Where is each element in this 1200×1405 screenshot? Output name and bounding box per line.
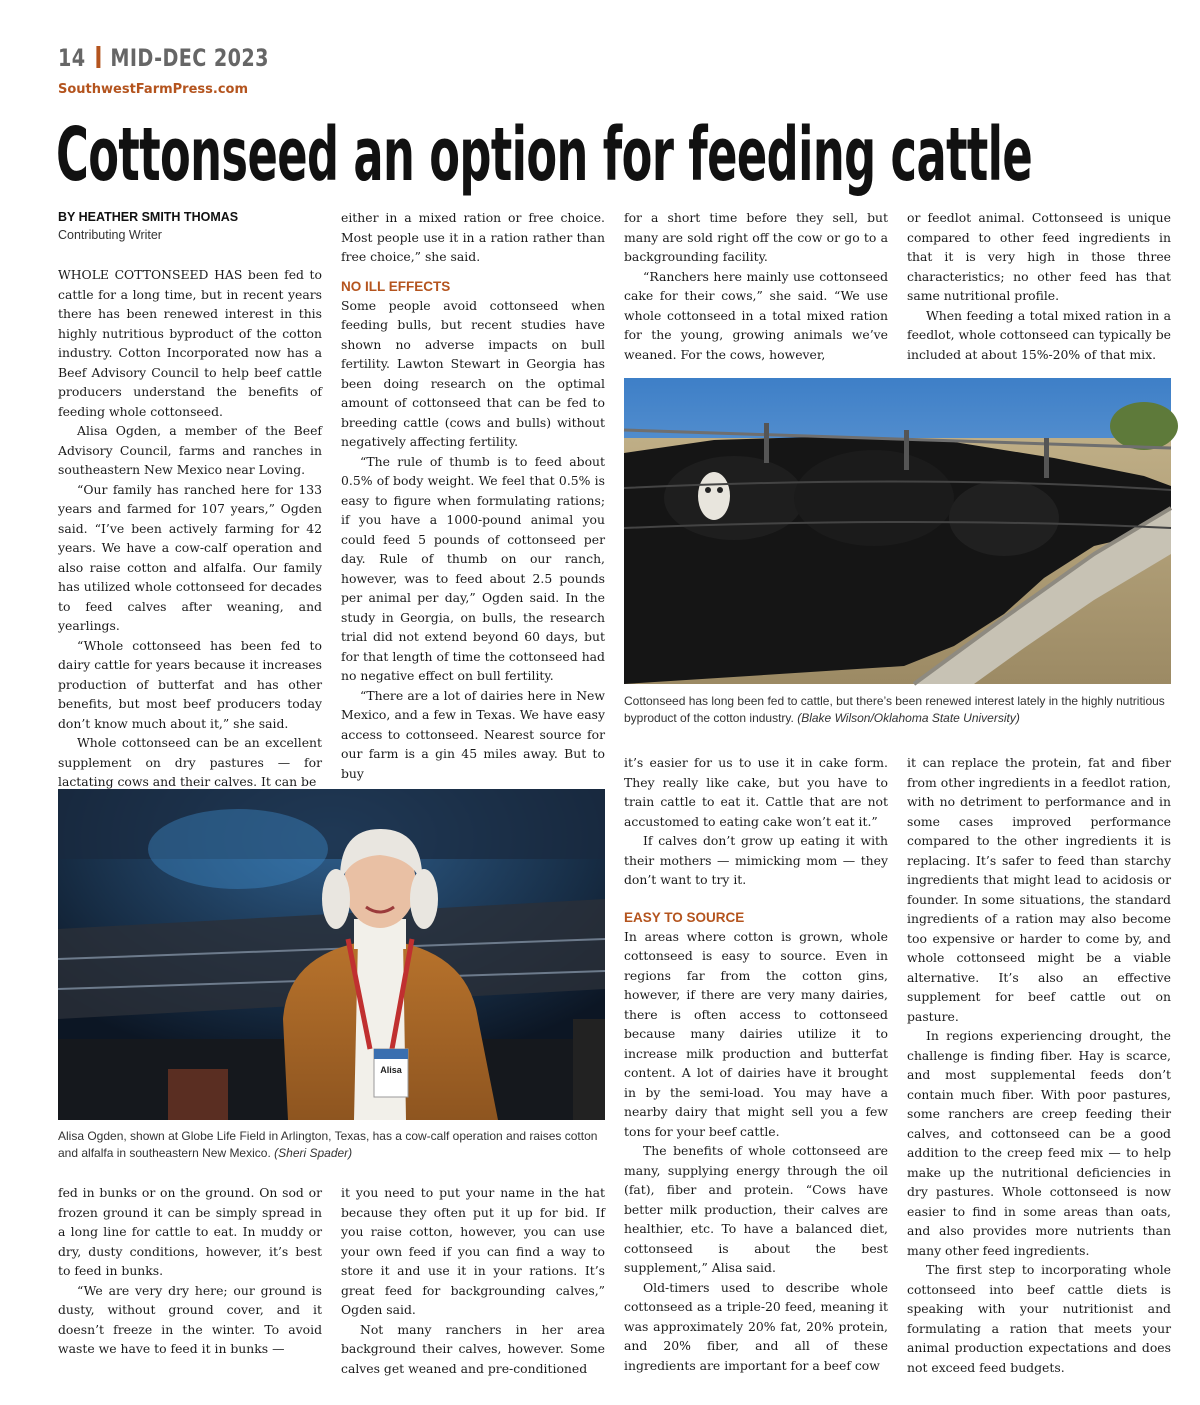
paragraph: Alisa Ogden, a member of the Beef Advisory Council, farms and ranches in southeastern New Mexico near Loving. bbox=[58, 423, 322, 477]
column-1-top bbox=[58, 208, 322, 789]
paragraph: When feeding a total mixed ration in a feedlot, whole cottonseed can typically be included at about 15%-20% of that mix. bbox=[907, 307, 1172, 362]
page-number: 14 bbox=[58, 44, 86, 72]
folio-divider bbox=[97, 46, 101, 68]
paragraph: In regions experiencing drought, the challenge is finding fiber. Hay is scarce, and most supplemental feeds don’t contain much fiber. With poor pastures, some ranchers are creep feeding their calves, and cottonseed can be a good addition to the creep feed mix — to help make up the nutritional deficiencies in dry pastures. Whole cottonseed is now easier to find in some areas than oats, and also provides more nutrients than many other feed ingredients. bbox=[907, 1028, 1171, 1258]
paragraph: WHOLE COTTONSEED HAS been fed to cattle for a long time, but in recent years there has been renewed interest in this highly nutritious byproduct of the cotton industry. Cotton Incorporated now has a Beef Advisory Council to help beef cattle producers understand the benefits of feeding whole cottonseed. bbox=[58, 267, 322, 419]
byline: BY HEATHER SMITH THOMAS bbox=[58, 210, 239, 224]
caption-text: Alisa Ogden, shown at Globe Life Field in Arlington, Texas, has a cow-calf operation and raises cotton and alfalfa in southeastern New Mexico. bbox=[58, 1129, 598, 1160]
column-2-top bbox=[341, 208, 605, 781]
badge-name: Alisa bbox=[380, 1065, 402, 1075]
photo-credit: (Sheri Spader) bbox=[274, 1146, 353, 1160]
column-4-bottom bbox=[907, 753, 1171, 1375]
paragraph: “Ranchers here mainly use cottonseed cake for their cows,” she said. “We use whole cottonseed in a total mixed ration for the young, growing animals we’ve weaned. For the cows, however, bbox=[624, 268, 888, 362]
paragraph: “Our family has ranched here for 133 years and farmed for 107 years,” Ogden said. “I’ve been actively farming for 42 years. We have a cow-calf operation and also raise cotton and alfalfa. Our family has utilized whole cottonseed for decades to feed calves after weaning, and yearlings. bbox=[58, 481, 322, 633]
subhead-no-ill-effects: NO ILL EFFECTS bbox=[341, 278, 451, 294]
portrait-photo-caption bbox=[58, 1128, 606, 1162]
column-3-top bbox=[624, 208, 888, 368]
paragraph: it can replace the protein, fat and fiber from other ingredients in a feedlot ration, with no detriment to performance and in some cases improved performance compared to the other ingredients it is replacing. It’s safer to feed than starchy ingredients that might lead to acidosis or founder. In some situations, the standard ingredients of a ration may also become too expensive or harder to come by, and whole cottonseed might be a viable alternative. It’s also an effective supplement for beef cattle out on pasture. bbox=[907, 755, 1171, 1024]
byline-title: Contributing Writer bbox=[58, 228, 162, 242]
subhead-easy-to-source: EASY TO SOURCE bbox=[624, 909, 745, 925]
column-3-bottom bbox=[624, 753, 888, 1373]
paragraph: “There are a lot of dairies here in New Mexico, and a few in Texas. We have easy access to cottonseed. Nearest source for our farm is a gin 45 miles away. But to buy bbox=[341, 687, 605, 781]
column-1-bottom bbox=[58, 1183, 322, 1363]
issue-date: MID-DEC 2023 bbox=[110, 44, 269, 72]
paragraph: Old-timers used to describe whole cottonseed as a triple-20 feed, meaning it was approximately 20% fat, 20% protein, and 20% fiber, and all of these ingredients are important for a beef cow bbox=[624, 1279, 888, 1373]
cattle-photo bbox=[624, 378, 1171, 684]
paragraph: it’s easier for us to use it in cake form. They really like cake, but you have to train cattle to eat it. Cattle that are not accustomed to eating cake won’t eat it.” bbox=[624, 755, 888, 829]
photo-credit: (Blake Wilson/Oklahoma State University) bbox=[797, 711, 1020, 725]
page-folio bbox=[58, 44, 269, 72]
paragraph: If calves don’t grow up eating it with their mothers — mimicking mom — they don’t want to try it. bbox=[624, 833, 888, 887]
paragraph: or feedlot animal. Cottonseed is unique compared to other feed ingredients in that it is very high in those three characteristics; no other feed has that same nutritional profile. bbox=[907, 210, 1171, 303]
paragraph: “The rule of thumb is to feed about 0.5% of body weight. We feel that 0.5% is easy to figure when formulating rations; if you have a 1000-pound animal you could feed 5 pounds of cottonseed per day. Rule of thumb on our ranch, however, was to feed about 2.5 pounds per animal per day,” Ogden said. In the study in Georgia, on bulls, the research trial did not extend beyond 60 days, but for that length of time the cottonseed had no negative effect on bull fertility. bbox=[341, 453, 605, 683]
column-4-top bbox=[907, 208, 1171, 368]
paragraph: “Whole cottonseed has been fed to dairy cattle for years because it increases production of butterfat and has other benefits, but most beef producers today don’t know much about it,” she said. bbox=[58, 637, 322, 731]
paragraph: “We are very dry here; our ground is dusty, without ground cover, and it doesn’t freeze in the winter. To avoid waste we have to feed it in bunks — bbox=[58, 1282, 322, 1356]
paragraph: Whole cottonseed can be an excellent supplement on dry pastures — for lactating cows and their calves. It can be bbox=[58, 735, 322, 789]
cattle-photo-caption bbox=[624, 693, 1174, 727]
paragraph: it you need to put your name in the hat because they often put it up for bid. If you raise cotton, however, you can use your own feed if you can find a way to store it and use it in your rations. It’s great feed for backgrounding calves,” Ogden said. bbox=[341, 1185, 605, 1317]
paragraph: either in a mixed ration or free choice. Most people use it in a ration rather than free choice,” she said. bbox=[341, 210, 605, 264]
paragraph: In areas where cotton is grown, whole cottonseed is easy to source. Even in regions far from the cotton gins, however, if there are very many dairies, there is often access to cottonseed because many dairies utilize it to increase milk production and butterfat content. A lot of dairies have it brought in by the semi-load. You may have a nearby dairy that might sell you a few tons for your beef cattle. bbox=[624, 928, 888, 1139]
paragraph: for a short time before they sell, but many are sold right off the cow or go to a backgrounding facility. bbox=[624, 210, 888, 264]
caption-text: Cottonseed has long been fed to cattle, but there’s been renewed interest lately in the highly nutritious byproduct of the cotton industry. bbox=[624, 694, 1165, 725]
cattle-feedlot-image bbox=[624, 378, 1171, 684]
paragraph: The first step to incorporating whole cottonseed into beef cattle diets is speaking with your nutritionist and formulating a ration that meets your animal production expectations and does not exceed feed budgets. bbox=[907, 1262, 1171, 1375]
site-url[interactable]: SouthwestFarmPress.com bbox=[58, 82, 248, 97]
headline: Cottonseed an option for feeding cattle bbox=[56, 112, 1033, 198]
column-2-bottom bbox=[341, 1183, 605, 1376]
paragraph: fed in bunks or on the ground. On sod or frozen ground it can be simply spread in a long line for cattle to eat. In muddy or dry, dusty conditions, however, it’s best to feed in bunks. bbox=[58, 1185, 322, 1278]
paragraph: Some people avoid cottonseed when feeding bulls, but recent studies have shown no adverse impacts on bull fertility. Lawton Stewart in Georgia has been doing research on the optimal amount of cottonseed that can be fed to breeding cattle (cows and bulls) without negatively affecting fertility. bbox=[341, 297, 605, 449]
paragraph: Not many ranchers in her area background their calves, however. Some calves get weaned and pre-conditioned bbox=[341, 1321, 605, 1376]
paragraph: The benefits of whole cottonseed are many, supplying energy through the oil (fat), fiber and protein. “Cows have better milk production, their calves are healthier, etc. To have a balanced diet, cottonseed is about the best supplement,” Alisa said. bbox=[624, 1143, 888, 1275]
portrait-photo bbox=[58, 789, 605, 1120]
stadium-portrait-image bbox=[58, 789, 605, 1120]
